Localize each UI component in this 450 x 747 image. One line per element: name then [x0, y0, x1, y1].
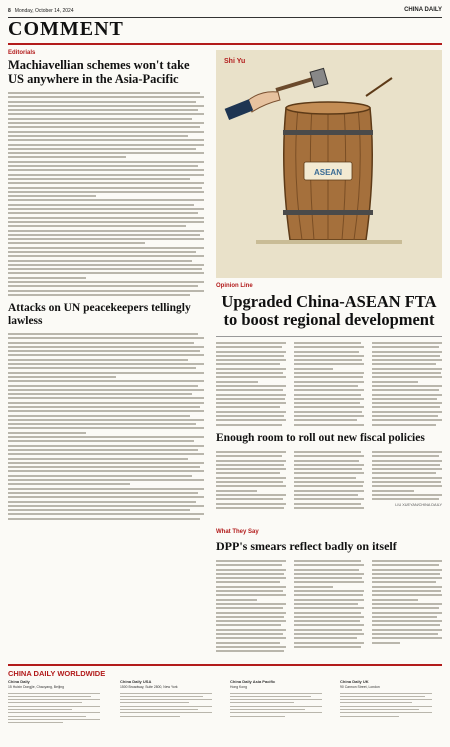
cartoon-illustration [216, 50, 442, 278]
opinion-col-1 [216, 342, 286, 428]
office-name: China Daily UK [340, 679, 369, 684]
opinion-line-label: Opinion Line [216, 283, 253, 289]
ground-line [256, 240, 402, 244]
what-they-say-headline: DPP's smears reflect badly on itself [216, 539, 397, 553]
opinion-col-3 [372, 342, 442, 428]
section-title: COMMENT [8, 18, 124, 40]
fiscal-col-3 [372, 451, 442, 507]
opinion-byline: LIU XUEYAN/CHINA DAILY [395, 502, 442, 507]
opinion-headline: Upgraded China-ASEAN FTA to boost regional development [221, 292, 437, 329]
barrel-icon [283, 102, 373, 240]
editorial-body-1 [8, 92, 204, 296]
section-rule [8, 43, 442, 45]
office-block-3 [230, 680, 322, 719]
wts-col-3 [372, 560, 442, 646]
office-address: 1500 Broadway, Suite 2800, New York [120, 685, 178, 690]
editorial-cartoon [216, 50, 442, 278]
opinion-rule [216, 336, 442, 337]
editorial-headline-1: Machiavellian schemes won't take US anywhere in the Asia-Pacific [8, 58, 190, 86]
office-block-4 [340, 680, 432, 719]
editorials-column [8, 50, 204, 522]
editorial-body-2 [8, 333, 204, 520]
masthead: CHINA DAILY [404, 7, 442, 13]
fiscal-col-1 [216, 451, 286, 511]
office-name: China Daily USA [120, 679, 152, 684]
date-line: Monday, October 14, 2024 [14, 8, 74, 14]
hammer-icon [276, 68, 328, 90]
page-date [8, 8, 74, 14]
footer [8, 664, 442, 744]
office-block-2 [120, 680, 212, 719]
hand-icon [225, 92, 280, 120]
fiscal-col-3-text [372, 451, 442, 500]
office-address: 15 Huixin Dongjie, Chaoyang, Beijing [8, 685, 64, 690]
editorials-label: Editorials [8, 50, 36, 56]
fiscal-col-2 [294, 451, 364, 511]
fiscal-headline: Enough room to roll out new fiscal policies [216, 432, 425, 444]
office-address: Hong Kong [230, 685, 247, 690]
wts-col-2 [294, 560, 364, 650]
opinion-col-2 [294, 342, 364, 428]
office-name: China Daily [8, 679, 30, 684]
page-number: 8 [8, 8, 11, 14]
editorial-headline-2: Attacks on UN peacekeepers tellingly lawless [8, 301, 191, 327]
page-header [8, 6, 442, 16]
what-they-say-label: What They Say [216, 529, 259, 535]
stick-icon [366, 78, 392, 96]
footer-brand: CHINA DAILY WORLDWIDE [8, 669, 106, 678]
office-block-1 [8, 680, 100, 726]
wts-col-1 [216, 560, 286, 655]
cartoon-credit: Shi Yu [224, 58, 246, 65]
office-name: China Daily Asia Pacific [230, 679, 276, 684]
office-address: 90 Cannon Street, London [340, 685, 380, 690]
barrel-label: ASEAN [313, 168, 343, 177]
